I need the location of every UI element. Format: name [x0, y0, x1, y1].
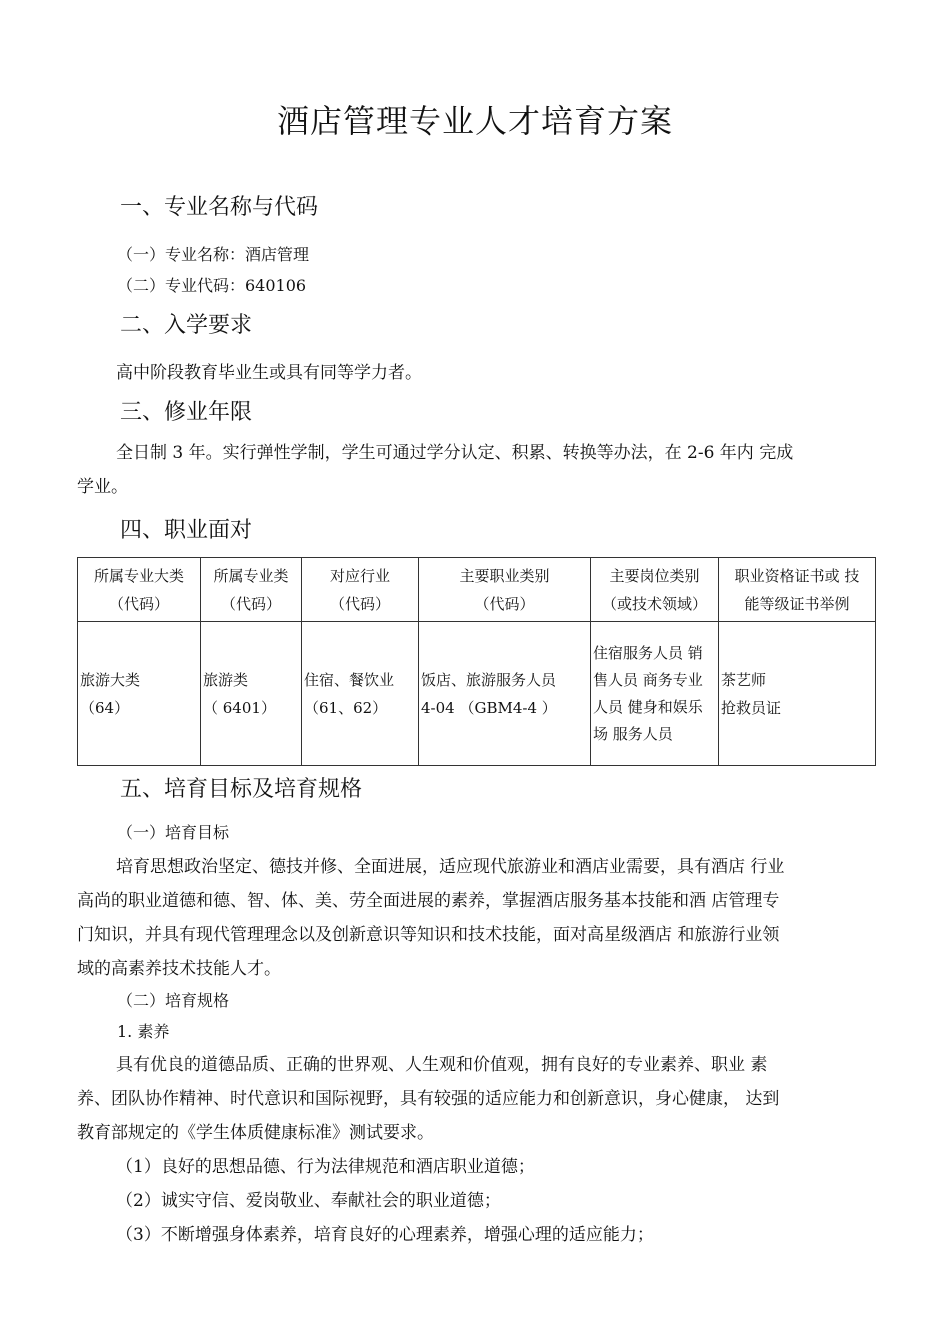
major-name: （一）专业名称：酒店管理 — [117, 245, 310, 264]
table-header-cell: 所属专业类 （代码） — [201, 558, 302, 622]
goal-heading: （一）培育目标 — [117, 823, 230, 842]
table-header-cell: 所属专业大类 （代码） — [78, 558, 201, 622]
table-header-cell: 职业资格证书或 技 能等级证书举例 — [719, 558, 876, 622]
study-years-line-1: 全日制 3 年。实行弹性学制，学生可通过学分认定、积累、转换等办法，在 2-6 年内 完成 — [116, 443, 794, 463]
table-header-cell: 主要职业类别 （代码） — [419, 558, 591, 622]
table-cell: 旅游类 （ 6401） — [201, 622, 302, 766]
section-heading-4: 四、职业面对 — [120, 518, 253, 543]
spec-line-3: 教育部规定的《学生体质健康标准》测试要求。 — [77, 1123, 434, 1143]
table-row — [78, 622, 876, 766]
study-years-line-2: 学业。 — [77, 477, 128, 497]
table-cell: 饭店、旅游服务人员 4-04 （GBM4-4 ） — [419, 622, 591, 766]
table-cell: 住宿、餐饮业 （61、62） — [302, 622, 419, 766]
spec-point-3: （3）不断增强身体素养，培育良好的心理素养，增强心理的适应能力； — [116, 1225, 654, 1245]
section-heading-1: 一、专业名称与代码 — [120, 195, 319, 220]
goal-line-4: 域的高素养技术技能人才。 — [77, 959, 281, 979]
goal-line-1: 培育思想政治坚定、德技并修、全面进展，适应现代旅游业和酒店业需要，具有酒店 行业 — [116, 857, 785, 877]
admission-text: 高中阶段教育毕业生或具有同等学力者。 — [116, 363, 422, 383]
major-code: （二）专业代码：640106 — [117, 276, 307, 295]
table-header-row — [78, 558, 876, 622]
table-cell: 茶艺师 抢救员证 — [719, 622, 876, 766]
document-title: 酒店管理专业人才培育方案 — [276, 102, 673, 140]
spec-item-1: 1. 素养 — [117, 1022, 170, 1041]
table-header-cell: 对应行业 （代码） — [302, 558, 419, 622]
spec-line-2: 养、团队协作精神、时代意识和国际视野，具有较强的适应能力和创新意识，身心健康， 达到 — [77, 1089, 780, 1109]
section-heading-5: 五、培育目标及培育规格 — [120, 777, 363, 802]
table-cell: 住宿服务人员 销 售人员 商务专业 人员 健身和娱乐 场 服务人员 — [591, 622, 719, 766]
table-cell: 旅游大类 （64） — [78, 622, 201, 766]
spec-point-1: （1）良好的思想品德、行为法律规范和酒店职业道德； — [116, 1157, 535, 1177]
section-heading-2: 二、入学要求 — [120, 313, 253, 338]
section-heading-3: 三、修业年限 — [120, 400, 253, 425]
spec-point-2: （2）诚实守信、爱岗敬业、奉献社会的职业道德； — [116, 1191, 501, 1211]
spec-line-1: 具有优良的道德品质、正确的世界观、人生观和价值观，拥有良好的专业素养、职业 素 — [116, 1055, 768, 1075]
goal-line-3: 门知识，并具有现代管理理念以及创新意识等知识和技术技能，面对高星级酒店 和旅游行业领 — [77, 925, 780, 945]
spec-heading: （二）培育规格 — [117, 991, 230, 1010]
goal-line-2: 高尚的职业道德和德、智、体、美、劳全面进展的素养，掌握酒店服务基本技能和酒 店管理专 — [77, 891, 780, 911]
occupation-table — [77, 557, 876, 766]
table-header-cell: 主要岗位类别 （或技术领域） — [591, 558, 719, 622]
